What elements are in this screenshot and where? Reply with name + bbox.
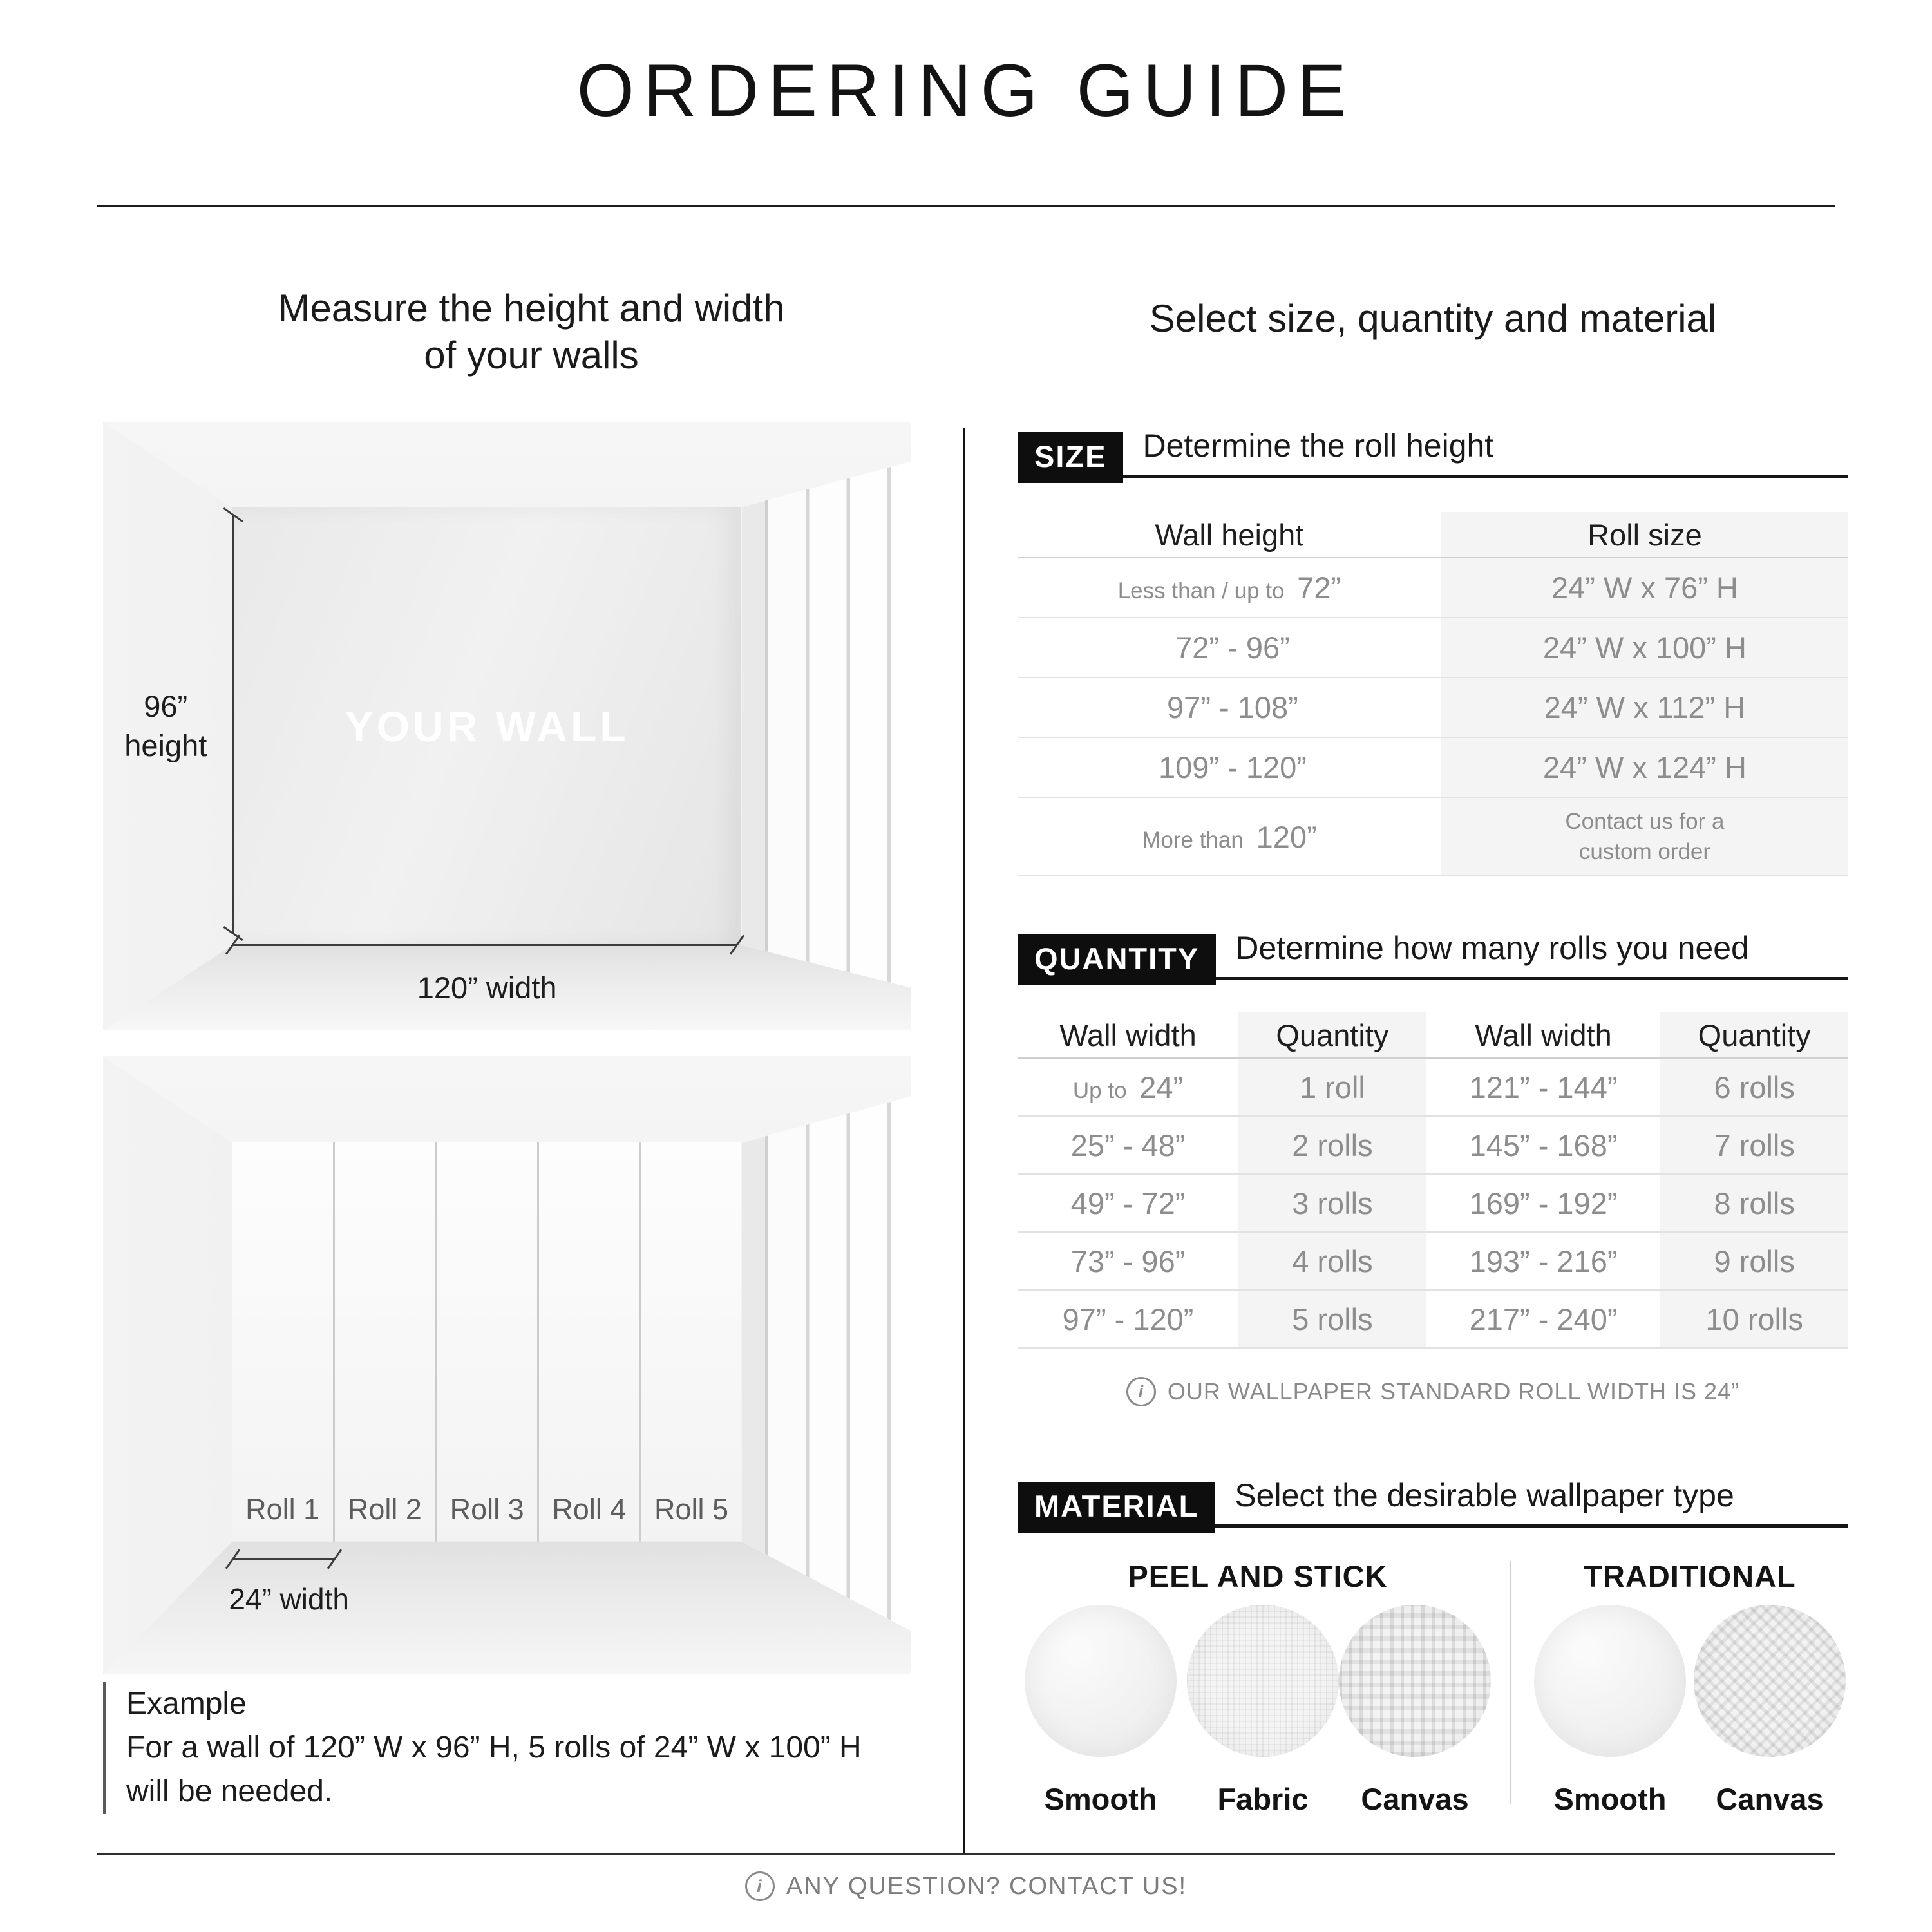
canvas-texture-icon bbox=[1694, 1605, 1846, 1757]
room-illustration-rolls bbox=[103, 1056, 911, 1674]
room-window-wall bbox=[741, 1096, 911, 1631]
footer-divider bbox=[97, 1853, 1835, 1855]
size-cell-text bbox=[1169, 630, 1290, 665]
swatch-label: Smooth bbox=[1044, 1782, 1157, 1816]
qty-cell-wall: 193” - 216” bbox=[1426, 1233, 1661, 1291]
size-col-header-wall: Wall height bbox=[1018, 512, 1441, 558]
footer bbox=[0, 1871, 1932, 1901]
qty-col-header: Wall width bbox=[1426, 1012, 1661, 1059]
quantity-subtitle: Determine how many rolls you need bbox=[1235, 930, 1749, 966]
roll-panel bbox=[437, 1142, 537, 1541]
size-cell-value: 72” - 96” bbox=[1175, 630, 1290, 665]
qty-cell-wall: 49” - 72” bbox=[1018, 1175, 1238, 1233]
qty-cell-wall: 145” - 168” bbox=[1426, 1117, 1661, 1175]
size-cell-value: 72” bbox=[1297, 571, 1341, 605]
swatch-label: Canvas bbox=[1716, 1782, 1824, 1816]
smooth-texture-icon bbox=[1534, 1605, 1686, 1757]
size-cell-text bbox=[1142, 819, 1316, 855]
qty-cell-rolls: 3 rolls bbox=[1238, 1175, 1426, 1233]
example-block bbox=[103, 1682, 912, 1814]
qty-cell-wall: 121” - 144” bbox=[1426, 1059, 1661, 1117]
quantity-section-header bbox=[1018, 929, 1848, 980]
width-dimension-label: 120” width bbox=[417, 970, 557, 1005]
size-cell-roll: 24” W x 76” H bbox=[1441, 558, 1848, 618]
qty-col-header: Quantity bbox=[1660, 1012, 1848, 1059]
size-cell-text bbox=[1118, 570, 1341, 605]
info-icon: i bbox=[1126, 1377, 1156, 1406]
size-col-header-roll: Roll size bbox=[1441, 512, 1848, 558]
roll-width-dimension-line bbox=[232, 1558, 335, 1560]
custom-order-line1: Contact us for a bbox=[1565, 808, 1725, 834]
right-column-heading: Select size, quantity and material bbox=[1149, 297, 1717, 340]
size-cell-wall bbox=[1018, 738, 1441, 798]
size-cell-wall bbox=[1018, 618, 1441, 678]
room-illustration-measure bbox=[103, 422, 911, 1030]
size-cell-wall bbox=[1018, 798, 1441, 876]
swatch-label: Fabric bbox=[1217, 1782, 1309, 1816]
size-cell-wall bbox=[1018, 678, 1441, 738]
quantity-table bbox=[1018, 1012, 1848, 1349]
rolls-wall bbox=[232, 1142, 742, 1541]
qty-cell-rolls: 10 rolls bbox=[1660, 1291, 1848, 1349]
qty-cell-rolls: 8 rolls bbox=[1660, 1175, 1848, 1233]
qty-cell-rolls: 1 roll bbox=[1238, 1059, 1426, 1117]
height-word: height bbox=[124, 728, 207, 763]
swatch-label: Smooth bbox=[1553, 1782, 1667, 1816]
fabric-texture-icon bbox=[1187, 1605, 1339, 1757]
left-heading-line1: Measure the height and width bbox=[278, 287, 785, 330]
roll-label: Roll 1 bbox=[245, 1492, 320, 1526]
your-wall-label: YOUR WALL bbox=[345, 702, 629, 750]
footer-text: ANY QUESTION? CONTACT US! bbox=[786, 1872, 1188, 1900]
size-cell-wall bbox=[1018, 558, 1441, 618]
note-text: OUR WALLPAPER STANDARD ROLL WIDTH IS 24” bbox=[1167, 1378, 1740, 1405]
quantity-badge: QUANTITY bbox=[1018, 934, 1216, 985]
qty-col-header: Quantity bbox=[1238, 1012, 1426, 1059]
roll-width-note bbox=[1018, 1377, 1848, 1406]
swatch-label: Canvas bbox=[1361, 1782, 1469, 1816]
example-line1: For a wall of 120” W x 96” H, 5 rolls of 24” W x 100” H bbox=[126, 1730, 862, 1765]
qty-cell-rolls: 4 rolls bbox=[1238, 1233, 1426, 1291]
size-section bbox=[1018, 427, 1848, 876]
roll-label: Roll 2 bbox=[347, 1492, 422, 1526]
qty-cell-wall: 217” - 240” bbox=[1426, 1291, 1661, 1349]
qty-cell-rolls: 5 rolls bbox=[1238, 1291, 1426, 1349]
size-table bbox=[1018, 512, 1848, 876]
top-divider bbox=[97, 205, 1835, 207]
size-badge: SIZE bbox=[1018, 432, 1123, 483]
material-group-traditional: TRADITIONAL bbox=[1584, 1559, 1796, 1593]
qty-cell-rolls: 9 rolls bbox=[1660, 1233, 1848, 1291]
qty-cell-value: 24” bbox=[1139, 1070, 1184, 1104]
roll-panel bbox=[641, 1142, 742, 1541]
swatch-canvas bbox=[1694, 1605, 1846, 1817]
qty-cell-wall: 169” - 192” bbox=[1426, 1175, 1661, 1233]
qty-cell-text bbox=[1073, 1070, 1183, 1105]
size-cell-value: 97” - 108” bbox=[1167, 690, 1298, 724]
smooth-texture-icon bbox=[1025, 1605, 1177, 1757]
left-column-heading bbox=[103, 285, 960, 379]
qty-cell-rolls: 7 rolls bbox=[1660, 1117, 1848, 1175]
example-title: Example bbox=[126, 1687, 247, 1721]
size-subtitle: Determine the roll height bbox=[1142, 428, 1494, 464]
qty-cell-wall: 25” - 48” bbox=[1018, 1117, 1238, 1175]
example-line2: will be needed. bbox=[126, 1774, 333, 1809]
size-cell-prefix: More than bbox=[1142, 827, 1250, 853]
size-cell-roll: 24” W x 112” H bbox=[1441, 678, 1848, 738]
material-options bbox=[1018, 1528, 1848, 1830]
qty-col-header: Wall width bbox=[1018, 1012, 1238, 1059]
size-cell-text bbox=[1160, 690, 1298, 725]
material-subtitle: Select the desirable wallpaper type bbox=[1235, 1477, 1734, 1513]
qty-cell-prefix: Up to bbox=[1072, 1077, 1133, 1103]
roll-label: Roll 5 bbox=[654, 1492, 729, 1526]
quantity-section bbox=[1018, 929, 1848, 1406]
canvas-texture-icon bbox=[1339, 1605, 1491, 1757]
size-cell-roll: 24” W x 100” H bbox=[1441, 618, 1848, 678]
material-section-header bbox=[1018, 1477, 1848, 1528]
qty-cell-wall bbox=[1018, 1059, 1238, 1117]
size-cell-value: 120” bbox=[1256, 819, 1317, 854]
size-cell-roll-custom bbox=[1441, 798, 1848, 876]
material-group-divider bbox=[1510, 1561, 1511, 1804]
size-cell-text bbox=[1152, 750, 1307, 785]
size-cell-prefix: Less than / up to bbox=[1117, 578, 1291, 603]
size-cell-roll: 24” W x 124” H bbox=[1441, 738, 1848, 798]
page-title: ORDERING GUIDE bbox=[576, 50, 1356, 132]
swatch-fabric bbox=[1187, 1605, 1339, 1817]
info-icon: i bbox=[745, 1871, 775, 1901]
roll-width-dimension-label: 24” width bbox=[229, 1582, 349, 1616]
material-badge: MATERIAL bbox=[1018, 1482, 1215, 1533]
roll-panel bbox=[335, 1142, 435, 1541]
qty-cell-rolls: 2 rolls bbox=[1238, 1117, 1426, 1175]
qty-cell-rolls: 6 rolls bbox=[1660, 1059, 1848, 1117]
swatch-canvas bbox=[1339, 1605, 1491, 1817]
swatch-smooth bbox=[1534, 1605, 1686, 1817]
room-window-wall bbox=[741, 461, 911, 987]
roll-label: Roll 4 bbox=[552, 1492, 627, 1526]
size-section-header bbox=[1018, 427, 1848, 478]
left-heading-line2: of your walls bbox=[424, 334, 639, 377]
size-cell-value: 109” - 120” bbox=[1158, 750, 1307, 784]
roll-panel bbox=[539, 1142, 639, 1541]
height-dimension-label bbox=[107, 687, 224, 765]
material-section bbox=[1018, 1477, 1848, 1830]
swatch-smooth bbox=[1025, 1605, 1177, 1817]
material-group-peel-and-stick: PEEL AND STICK bbox=[1128, 1559, 1388, 1593]
roll-label: Roll 3 bbox=[450, 1492, 524, 1526]
column-divider bbox=[963, 428, 965, 1853]
width-dimension-line bbox=[232, 944, 737, 946]
height-value: 96” bbox=[144, 689, 188, 724]
custom-order-line2: custom order bbox=[1578, 839, 1711, 864]
qty-cell-wall: 73” - 96” bbox=[1018, 1233, 1238, 1291]
height-dimension-line bbox=[232, 515, 234, 933]
roll-panel bbox=[232, 1142, 333, 1541]
qty-cell-wall: 97” - 120” bbox=[1018, 1291, 1238, 1349]
